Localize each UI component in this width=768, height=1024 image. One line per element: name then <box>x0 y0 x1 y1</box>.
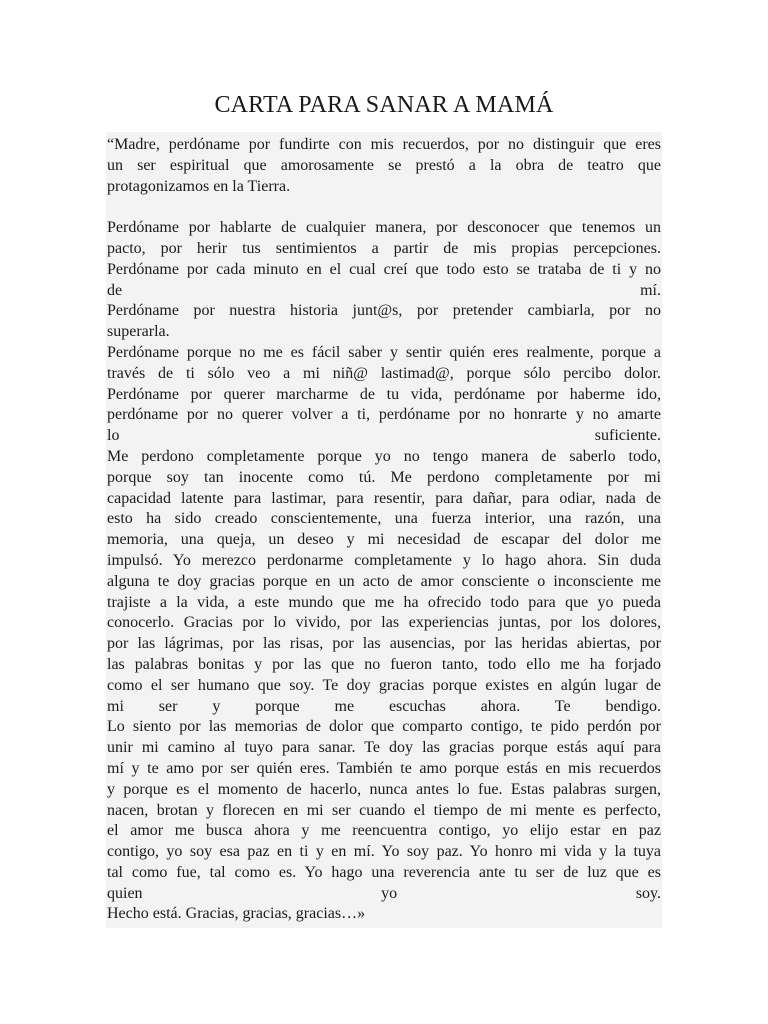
letter-line: Hecho está. Gracias, gracias, gracias…» <box>107 905 366 923</box>
letter-line: través de ti sólo veo a mi niñ@ lastimad@, porque sólo percibo dolor. <box>107 364 661 382</box>
letter-text <box>106 132 661 925</box>
letter-line: contigo, yo soy esa paz en ti y en mí. Yo soy paz. Yo honro mi vida y la tuya <box>107 843 661 861</box>
letter-line: y porque es el momento de hacerlo, nunca antes lo fue. Estas palabras surgen, <box>107 780 661 798</box>
letter-line: como el ser humano que soy. Te doy gracias porque existes en algún lugar de <box>107 676 661 694</box>
letter-line: quien yo soy. <box>107 884 661 902</box>
letter-line: “Madre, perdóname por fundirte con mis recuerdos, por no distinguir que eres <box>107 136 661 153</box>
letter-line: Perdóname por hablarte de cualquier manera, por desconocer que tenemos un <box>107 219 661 237</box>
paragraph-break <box>107 197 661 218</box>
letter-line: protagonizamos en la Tierra. <box>107 177 291 195</box>
letter-line: alguna te doy gracias porque en un acto de amor consciente o inconsciente me <box>107 572 661 590</box>
letter-line: memoria, una queja, un deseo y mi necesidad de escapar del dolor me <box>107 531 661 549</box>
letter-line: unir mi camino al tuyo para sanar. Te doy las gracias porque estás aquí para <box>107 739 661 757</box>
letter-line: Perdóname por querer marcharme de tu vida, perdóname por haberme ido, <box>107 385 661 403</box>
letter-line: porque soy tan inocente como tú. Me perdono completamente por mi <box>107 468 661 486</box>
letter-line: un ser espiritual que amorosamente se prestó a la obra de teatro que <box>107 156 661 174</box>
letter-line: pacto, por herir tus sentimientos a partir de mis propias percepciones. <box>107 239 661 257</box>
letter-line: tal como fue, tal como es. Yo hago una reverencia ante tu ser de luz que es <box>107 863 661 881</box>
letter-line: conocerlo. Gracias por lo vivido, por las experiencias juntas, por los dolores, <box>107 614 661 632</box>
letter-line: nacen, brotan y florecen en mi ser cuando el tiempo de mi mente es perfecto, <box>107 801 661 819</box>
letter-line: Perdóname porque no me es fácil saber y sentir quién eres realmente, porque a <box>107 343 661 361</box>
letter-line: mí y te amo por ser quién eres. También te amo porque estás en mis recuerdos <box>107 759 661 777</box>
letter-line: impulsó. Yo merezco perdonarme completamente y lo hago ahora. Sin duda <box>107 551 661 569</box>
letter-line: Perdóname por cada minuto en el cual creí que todo esto se trataba de ti y no <box>107 260 661 278</box>
letter-line: las palabras bonitas y por las que no fueron tanto, todo ello me ha forjado <box>107 655 661 673</box>
letter-line: mi ser y porque me escuchas ahora. Te bendigo. <box>107 697 661 715</box>
letter-line: perdóname por no querer volver a ti, perdóname por no honrarte y no amarte <box>107 406 661 424</box>
letter-line: superarla. <box>107 323 170 341</box>
letter-line: Lo siento por las memorias de dolor que comparto contigo, te pido perdón por <box>107 718 661 736</box>
letter-line: esto ha sido creado conscientemente, una fuerza interior, una razón, una <box>107 510 661 528</box>
letter-line: el amor me busca ahora y me reencuentra contigo, yo elijo estar en paz <box>107 822 661 840</box>
letter-line: trajiste a la vida, a este mundo que me ha ofrecido todo para que yo pueda <box>107 593 661 611</box>
document-title: CARTA PARA SANAR A MAMÁ <box>214 92 554 118</box>
letter-line: Me perdono completamente porque yo no tengo manera de saberlo todo, <box>107 447 661 465</box>
letter-line: de mí. <box>107 281 661 299</box>
letter-line: Perdóname por nuestra historia junt@s, por pretender cambiarla, por no <box>107 302 661 320</box>
letter-body <box>106 132 662 928</box>
letter-line: por las lágrimas, por las risas, por las ausencias, por las heridas abiertas, por <box>107 635 661 653</box>
letter-line: capacidad latente para lastimar, para resentir, para dañar, para odiar, nada de <box>107 489 661 507</box>
letter-line: lo suficiente. <box>107 427 661 445</box>
